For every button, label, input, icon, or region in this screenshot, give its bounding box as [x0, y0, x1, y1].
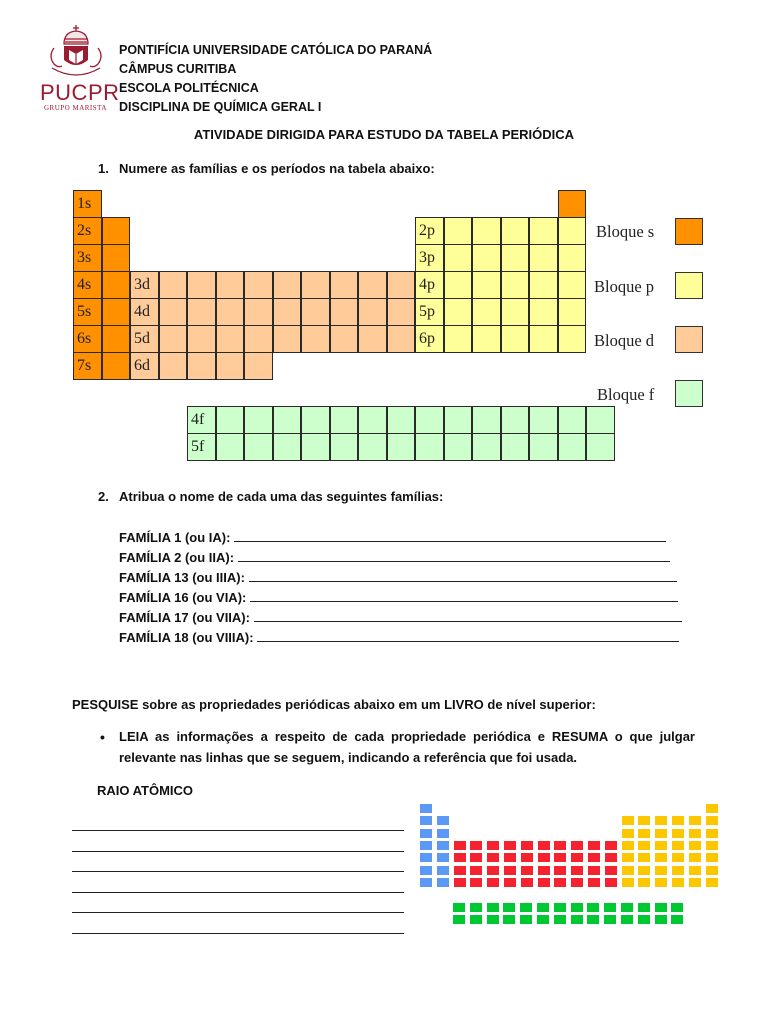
mini-d-cell	[605, 866, 617, 875]
f-block-label-cell[interactable]: 4f	[187, 406, 216, 434]
question-2-number: 2.	[98, 489, 109, 504]
mini-s-cell	[420, 829, 432, 838]
p-block-cell[interactable]	[444, 325, 473, 353]
mini-d-cell	[538, 878, 550, 887]
d-block-cell[interactable]	[159, 325, 188, 353]
page-title: ATIVIDADE DIRIGIDA PARA ESTUDO DA TABELA PERIÓDICA	[193, 127, 575, 142]
family-row	[119, 568, 682, 588]
legend-swatch-d	[675, 326, 703, 353]
f-block-cell[interactable]	[273, 433, 302, 461]
f-block-cell[interactable]	[216, 433, 245, 461]
p-block-label-cell[interactable]: 4p	[415, 271, 444, 299]
question-1-text: Numere as famílias e os períodos na tabela abaixo:	[119, 161, 435, 176]
p-block-label-cell[interactable]: 6p	[415, 325, 444, 353]
f-block-cell[interactable]	[415, 433, 444, 461]
mini-p-cell	[638, 878, 650, 887]
mini-p-cell	[655, 878, 667, 887]
family-row	[119, 628, 682, 648]
mini-f-cell	[554, 915, 566, 924]
mini-p-cell	[622, 816, 634, 825]
mini-d-cell	[571, 853, 583, 862]
p-block-cell[interactable]	[529, 244, 558, 272]
family-label: FAMÍLIA 16 (ou VIA):	[119, 590, 247, 605]
d-block-cell[interactable]	[330, 298, 359, 326]
p-block-cell[interactable]	[444, 298, 473, 326]
header-campus: CÂMPUS CURITIBA	[119, 62, 237, 76]
family-answer-line[interactable]	[250, 589, 678, 602]
mini-p-cell	[689, 866, 701, 875]
p-block-cell[interactable]	[472, 298, 501, 326]
s-block-cell[interactable]	[102, 271, 131, 299]
d-block-cell[interactable]	[273, 298, 302, 326]
p-block-cell[interactable]	[472, 325, 501, 353]
mini-s-cell	[437, 841, 449, 850]
mini-p-cell	[638, 829, 650, 838]
d-block-cell[interactable]	[187, 352, 216, 380]
mini-f-cell	[453, 903, 465, 912]
mini-d-cell	[454, 853, 466, 862]
mini-d-cell	[504, 878, 516, 887]
f-block-cell[interactable]	[387, 406, 416, 434]
f-block-cell[interactable]	[586, 433, 615, 461]
p-block-cell[interactable]	[558, 325, 587, 353]
p-block-cell[interactable]	[529, 271, 558, 299]
mini-d-cell	[521, 878, 533, 887]
mini-f-cell	[621, 915, 633, 924]
mini-f-cell	[537, 915, 549, 924]
f-block-cell[interactable]	[501, 406, 530, 434]
legend-swatch-s	[675, 218, 703, 245]
p-block-cell[interactable]	[472, 271, 501, 299]
d-block-cell[interactable]	[301, 298, 330, 326]
mini-s-cell	[420, 866, 432, 875]
answer-line[interactable]	[72, 851, 404, 852]
mini-d-cell	[538, 866, 550, 875]
bullet-text-line-2: relevante nas linhas que se seguem, indicando a referência que foi usada.	[119, 750, 578, 765]
d-block-cell[interactable]	[216, 325, 245, 353]
mini-f-cell	[487, 903, 499, 912]
mini-d-cell	[470, 841, 482, 850]
d-block-cell[interactable]	[358, 298, 387, 326]
f-block-cell[interactable]	[415, 406, 444, 434]
header-university: PONTIFÍCIA UNIVERSIDADE CATÓLICA DO PARANÁ	[119, 43, 433, 57]
logo-subtitle: GRUPO MARISTA	[44, 104, 107, 112]
mini-f-cell	[554, 903, 566, 912]
mini-p-cell	[672, 878, 684, 887]
p-block-cell[interactable]	[501, 325, 530, 353]
p-block-cell[interactable]	[444, 217, 473, 245]
mini-p-cell	[672, 816, 684, 825]
mini-p-cell	[689, 816, 701, 825]
mini-f-cell	[671, 903, 683, 912]
p-block-cell[interactable]	[558, 298, 587, 326]
mini-f-cell	[638, 903, 650, 912]
mini-p-cell	[672, 841, 684, 850]
logo-wordmark: PUCPR	[40, 80, 120, 105]
bullet-icon: •	[100, 729, 105, 745]
mini-f-cell	[571, 915, 583, 924]
mini-d-cell	[571, 878, 583, 887]
legend-swatch-f	[675, 380, 703, 407]
f-block-cell[interactable]	[216, 406, 245, 434]
family-row	[119, 588, 682, 608]
answer-line[interactable]	[72, 933, 404, 934]
s-block-label-cell[interactable]: 3s	[73, 244, 102, 272]
mini-d-cell	[554, 853, 566, 862]
mini-f-cell	[604, 915, 616, 924]
legend-label-p: Bloque p	[594, 277, 655, 296]
mini-d-cell	[487, 878, 499, 887]
d-block-cell[interactable]	[387, 325, 416, 353]
bullet-text-line-1: LEIA as informações a respeito de cada propriedade periódica e RESUMA o que julgar	[119, 729, 695, 744]
mini-s-cell	[437, 853, 449, 862]
mini-p-cell	[655, 853, 667, 862]
mini-d-cell	[571, 866, 583, 875]
f-block-cell[interactable]	[358, 433, 387, 461]
mini-f-cell	[671, 915, 683, 924]
s-block-label-cell[interactable]: 2s	[73, 217, 102, 245]
p-block-cell[interactable]	[558, 244, 587, 272]
answer-line[interactable]	[72, 892, 404, 893]
mini-d-cell	[504, 841, 516, 850]
mini-p-cell	[655, 816, 667, 825]
p-block-label-cell[interactable]: 5p	[415, 298, 444, 326]
mini-f-cell	[503, 915, 515, 924]
f-block-cell[interactable]	[558, 406, 587, 434]
d-block-cell[interactable]	[273, 325, 302, 353]
mini-d-cell	[454, 866, 466, 875]
f-block-cell[interactable]	[472, 433, 501, 461]
family-answer-line[interactable]	[249, 569, 677, 582]
family-row	[119, 548, 682, 568]
d-block-cell[interactable]	[358, 271, 387, 299]
mini-s-cell	[437, 878, 449, 887]
p-block-cell[interactable]	[558, 271, 587, 299]
family-row	[119, 608, 682, 628]
mini-p-cell	[638, 841, 650, 850]
mini-f-cell	[453, 915, 465, 924]
p-block-cell[interactable]	[529, 325, 558, 353]
mini-d-cell	[454, 878, 466, 887]
header-school: ESCOLA POLITÉCNICA	[119, 81, 259, 95]
d-block-cell[interactable]	[244, 325, 273, 353]
d-block-cell[interactable]	[358, 325, 387, 353]
mini-f-cell	[638, 915, 650, 924]
d-block-label-cell[interactable]: 4d	[130, 298, 159, 326]
mini-f-cell	[537, 903, 549, 912]
mini-d-cell	[605, 878, 617, 887]
d-block-label-cell[interactable]: 3d	[130, 271, 159, 299]
f-block-cell[interactable]	[444, 433, 473, 461]
mini-d-cell	[504, 853, 516, 862]
d-block-cell[interactable]	[216, 298, 245, 326]
mini-p-cell	[638, 866, 650, 875]
mini-d-cell	[571, 841, 583, 850]
mini-s-cell	[437, 816, 449, 825]
p-block-cell[interactable]	[501, 217, 530, 245]
d-block-cell[interactable]	[301, 325, 330, 353]
mini-s-cell	[437, 829, 449, 838]
d-block-cell[interactable]	[216, 271, 245, 299]
p-block-cell[interactable]	[529, 217, 558, 245]
mini-d-cell	[454, 841, 466, 850]
mini-p-cell	[672, 853, 684, 862]
mini-p-cell	[689, 853, 701, 862]
mini-p-cell	[706, 829, 718, 838]
d-block-cell[interactable]	[244, 298, 273, 326]
mini-d-cell	[605, 841, 617, 850]
mini-d-cell	[538, 841, 550, 850]
f-block-cell[interactable]	[301, 433, 330, 461]
mini-f-cell	[604, 903, 616, 912]
question-1-number: 1.	[98, 161, 109, 176]
family-label: FAMÍLIA 18 (ou VIIIA):	[119, 630, 254, 645]
mini-s-cell	[420, 878, 432, 887]
s-block-cell-helium[interactable]	[558, 190, 587, 218]
d-block-cell[interactable]	[387, 298, 416, 326]
mini-d-cell	[554, 878, 566, 887]
mini-f-cell	[520, 915, 532, 924]
d-block-cell[interactable]	[387, 271, 416, 299]
mini-s-cell	[420, 841, 432, 850]
f-block-cell[interactable]	[330, 406, 359, 434]
d-block-label-cell[interactable]: 5d	[130, 325, 159, 353]
mini-s-cell	[437, 866, 449, 875]
p-block-cell[interactable]	[501, 244, 530, 272]
mini-s-cell	[420, 816, 432, 825]
d-block-cell[interactable]	[187, 271, 216, 299]
d-block-cell[interactable]	[159, 352, 188, 380]
f-block-cell[interactable]	[501, 433, 530, 461]
s-block-label-cell[interactable]: 6s	[73, 325, 102, 353]
mini-d-cell	[521, 853, 533, 862]
mini-p-cell	[622, 829, 634, 838]
mini-p-cell	[706, 853, 718, 862]
mini-f-cell	[587, 903, 599, 912]
f-block-cell[interactable]	[529, 433, 558, 461]
mini-p-cell	[689, 841, 701, 850]
f-block-label-cell[interactable]: 5f	[187, 433, 216, 461]
f-block-cell[interactable]	[444, 406, 473, 434]
mini-f-cell	[503, 903, 515, 912]
mini-p-cell	[622, 841, 634, 850]
mini-p-cell	[622, 853, 634, 862]
p-block-cell[interactable]	[529, 298, 558, 326]
mini-d-cell	[605, 853, 617, 862]
p-block-cell[interactable]	[444, 271, 473, 299]
d-block-cell[interactable]	[216, 352, 245, 380]
mini-d-cell	[588, 841, 600, 850]
p-block-cell[interactable]	[472, 244, 501, 272]
p-block-cell[interactable]	[472, 217, 501, 245]
legend-label-s: Bloque s	[596, 222, 655, 241]
mini-f-cell	[470, 903, 482, 912]
mini-p-cell	[672, 829, 684, 838]
d-block-cell[interactable]	[187, 325, 216, 353]
section-title-raio-atomico: RAIO ATÔMICO	[97, 783, 194, 798]
p-block-cell[interactable]	[558, 217, 587, 245]
mini-f-cell	[655, 903, 667, 912]
s-block-label-cell[interactable]: 4s	[73, 271, 102, 299]
header-course: DISCIPLINA DE QUÍMICA GERAL I	[119, 100, 322, 114]
mini-d-cell	[588, 866, 600, 875]
d-block-cell[interactable]	[244, 352, 273, 380]
mini-d-cell	[487, 866, 499, 875]
mini-d-cell	[538, 853, 550, 862]
f-block-cell[interactable]	[586, 406, 615, 434]
d-block-label-cell[interactable]: 6d	[130, 352, 159, 380]
mini-d-cell	[554, 841, 566, 850]
mini-p-cell	[689, 829, 701, 838]
d-block-cell[interactable]	[330, 325, 359, 353]
mini-f-cell	[487, 915, 499, 924]
mini-d-cell	[487, 841, 499, 850]
mini-p-cell	[672, 866, 684, 875]
d-block-cell[interactable]	[330, 271, 359, 299]
f-block-cell[interactable]	[358, 406, 387, 434]
question-2-text: Atribua o nome de cada uma das seguintes famílias:	[119, 489, 444, 504]
mini-p-cell	[622, 866, 634, 875]
research-intro: PESQUISE sobre as propriedades periódicas abaixo em um LIVRO de nível superior:	[72, 697, 596, 712]
family-answer-line[interactable]	[238, 549, 670, 562]
mini-p-cell	[706, 866, 718, 875]
mini-p-cell	[706, 816, 718, 825]
f-block-cell[interactable]	[244, 433, 273, 461]
family-answer-line[interactable]	[257, 629, 679, 642]
mini-d-cell	[521, 866, 533, 875]
mini-d-cell	[588, 878, 600, 887]
mini-p-cell	[638, 853, 650, 862]
s-block-label-cell[interactable]: 7s	[73, 352, 102, 380]
mini-d-cell	[554, 866, 566, 875]
mini-f-cell	[571, 903, 583, 912]
mini-f-cell	[621, 903, 633, 912]
family-label: FAMÍLIA 2 (ou IIA):	[119, 550, 235, 565]
d-block-cell[interactable]	[159, 271, 188, 299]
mini-d-cell	[470, 878, 482, 887]
p-block-cell[interactable]	[501, 298, 530, 326]
p-block-cell[interactable]	[444, 244, 473, 272]
f-block-cell[interactable]	[529, 406, 558, 434]
p-block-label-cell[interactable]: 2p	[415, 217, 444, 245]
answer-line[interactable]	[72, 830, 404, 831]
mini-p-cell	[706, 841, 718, 850]
legend-swatch-p	[675, 272, 703, 299]
mini-f-cell	[655, 915, 667, 924]
f-block-cell[interactable]	[330, 433, 359, 461]
mini-f-cell	[520, 903, 532, 912]
s-block-cell[interactable]	[102, 352, 131, 380]
s-block-cell[interactable]	[102, 244, 131, 272]
s-block-cell[interactable]	[102, 217, 131, 245]
family-answer-line[interactable]	[234, 529, 666, 542]
family-row	[119, 528, 682, 548]
s-block-cell[interactable]	[102, 325, 131, 353]
family-label: FAMÍLIA 17 (ou VIIA):	[119, 610, 250, 625]
d-block-cell[interactable]	[187, 298, 216, 326]
mini-f-cell	[470, 915, 482, 924]
family-list	[119, 528, 682, 648]
mini-p-cell	[638, 816, 650, 825]
mini-s-cell	[420, 804, 432, 813]
f-block-cell[interactable]	[472, 406, 501, 434]
mini-d-cell	[470, 866, 482, 875]
mini-d-cell	[504, 866, 516, 875]
f-block-cell[interactable]	[387, 433, 416, 461]
d-block-cell[interactable]	[273, 271, 302, 299]
mini-d-cell	[588, 853, 600, 862]
d-block-cell[interactable]	[244, 271, 273, 299]
mini-d-cell	[487, 853, 499, 862]
mini-p-cell	[655, 829, 667, 838]
s-block-label-cell[interactable]: 1s	[73, 190, 102, 218]
mini-p-cell	[655, 866, 667, 875]
s-block-cell[interactable]	[102, 298, 131, 326]
mini-f-cell	[587, 915, 599, 924]
p-block-label-cell[interactable]: 3p	[415, 244, 444, 272]
mini-p-cell	[706, 804, 718, 813]
answer-line[interactable]	[72, 912, 404, 913]
p-block-cell[interactable]	[501, 271, 530, 299]
mini-p-cell	[706, 878, 718, 887]
mini-p-cell	[622, 878, 634, 887]
family-answer-line[interactable]	[254, 609, 682, 622]
f-block-cell[interactable]	[273, 406, 302, 434]
legend-label-d: Bloque d	[594, 331, 655, 350]
mini-p-cell	[689, 878, 701, 887]
family-label: FAMÍLIA 13 (ou IIIA):	[119, 570, 245, 585]
legend-label-f: Bloque f	[597, 385, 655, 404]
s-block-label-cell[interactable]: 5s	[73, 298, 102, 326]
f-block-cell[interactable]	[244, 406, 273, 434]
d-block-cell[interactable]	[301, 271, 330, 299]
mini-d-cell	[470, 853, 482, 862]
f-block-cell[interactable]	[301, 406, 330, 434]
family-label: FAMÍLIA 1 (ou IA):	[119, 530, 231, 545]
f-block-cell[interactable]	[558, 433, 587, 461]
mini-d-cell	[521, 841, 533, 850]
d-block-cell[interactable]	[159, 298, 188, 326]
mini-p-cell	[655, 841, 667, 850]
mini-s-cell	[420, 853, 432, 862]
answer-line[interactable]	[72, 871, 404, 872]
